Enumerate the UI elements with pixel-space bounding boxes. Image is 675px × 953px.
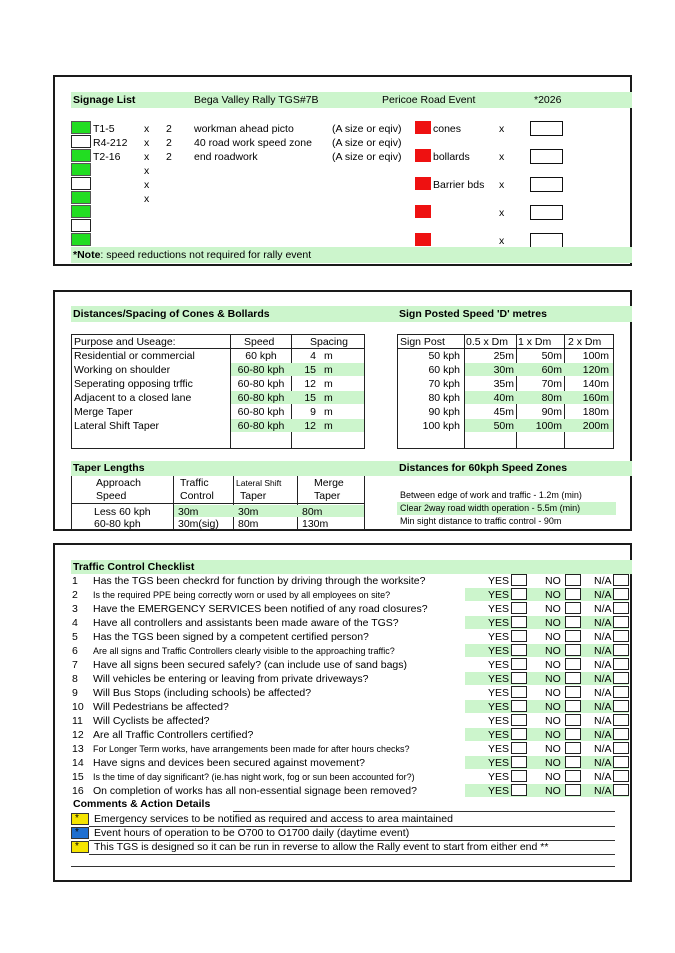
sign-select-box[interactable]	[71, 219, 91, 232]
no-label: NO	[545, 589, 561, 601]
checklist-number: 5	[72, 631, 78, 643]
sp-cell: 30m	[493, 364, 514, 376]
sp-head-half: 0.5 x Dm	[466, 336, 509, 348]
sign-desc: 40 road work speed zone	[194, 137, 312, 149]
checklist-number: 6	[72, 645, 78, 657]
sign-qty: 2	[166, 123, 172, 135]
device-red-marker	[415, 149, 431, 162]
na-checkbox[interactable]	[613, 714, 629, 726]
comments-title: Comments & Action Details	[73, 798, 211, 810]
no-label: NO	[545, 631, 561, 643]
checklist-number: 13	[72, 743, 84, 755]
yes-label: YES	[488, 715, 510, 727]
na-label: N/A	[594, 785, 612, 797]
sign-select-box[interactable]	[71, 205, 91, 218]
no-checkbox[interactable]	[565, 644, 581, 656]
yes-label: YES	[488, 701, 510, 713]
no-label: NO	[545, 673, 561, 685]
sign-qty: 2	[166, 151, 172, 163]
device-qty-box[interactable]	[530, 233, 563, 248]
signage-title: Signage List	[73, 94, 136, 106]
sp-cell: 70m	[541, 378, 562, 390]
device-qty-box[interactable]	[530, 149, 563, 164]
na-checkbox[interactable]	[613, 770, 629, 782]
checklist-number: 9	[72, 687, 78, 699]
na-label: N/A	[594, 673, 612, 685]
sign-x: x	[144, 165, 150, 177]
no-checkbox[interactable]	[565, 784, 581, 796]
yes-label: YES	[488, 729, 510, 741]
spacing-table	[71, 334, 365, 449]
yes-checkbox[interactable]	[511, 574, 527, 586]
sp-cell: 100m	[535, 420, 562, 432]
comment-marker-symbol: *	[75, 841, 79, 852]
na-checkbox[interactable]	[613, 602, 629, 614]
taper-h-speed: Speed	[96, 490, 127, 502]
spacing-value: 12	[304, 378, 316, 390]
spacing-purpose: Working on shoulder	[74, 364, 171, 376]
yes-checkbox[interactable]	[511, 714, 527, 726]
checklist-number: 16	[72, 785, 84, 797]
no-checkbox[interactable]	[565, 770, 581, 782]
yes-checkbox[interactable]	[511, 588, 527, 600]
checklist-question: Will Pedestrians be affected?	[93, 701, 229, 713]
yes-label: YES	[488, 603, 510, 615]
na-label: N/A	[594, 757, 612, 769]
comment-text: This TGS is designed so it can be run in reverse to allow the Rally event to start from either end **	[94, 841, 549, 853]
yes-label: YES	[488, 575, 510, 587]
checklist-number: 3	[72, 603, 78, 615]
checklist-number: 1	[72, 575, 78, 587]
na-checkbox[interactable]	[613, 658, 629, 670]
no-label: NO	[545, 771, 561, 783]
checklist-number: 15	[72, 771, 84, 783]
na-checkbox[interactable]	[613, 644, 629, 656]
sp-cell: 70 kph	[428, 378, 460, 390]
sign-size: (A size or eqiv)	[332, 137, 402, 149]
no-label: NO	[545, 617, 561, 629]
sign-code: T2-16	[93, 151, 121, 163]
na-checkbox[interactable]	[613, 616, 629, 628]
no-label: NO	[545, 659, 561, 671]
na-label: N/A	[594, 575, 612, 587]
taper-h-traffic: Traffic	[180, 477, 209, 489]
no-checkbox[interactable]	[565, 756, 581, 768]
yes-label: YES	[488, 645, 510, 657]
signage-panel	[53, 75, 632, 266]
spacing-purpose: Seperating opposing trffic	[74, 378, 193, 390]
device-qty-box[interactable]	[530, 205, 563, 220]
device-label: cones	[433, 123, 462, 135]
note-label: *Note	[73, 249, 101, 261]
yes-checkbox[interactable]	[511, 770, 527, 782]
comment-text: Event hours of operation to be O700 to O1700 daily (daytime event)	[94, 827, 410, 839]
checklist-number: 12	[72, 729, 84, 741]
sp-cell: 50 kph	[428, 350, 460, 362]
sign-posted-table	[397, 334, 614, 449]
no-label: NO	[545, 687, 561, 699]
checklist-question: Have all signs been secured safely? (can include use of sand bags)	[93, 659, 408, 671]
yes-checkbox[interactable]	[511, 602, 527, 614]
spacing-unit: m	[324, 350, 333, 362]
taper-cell: 130m	[302, 518, 329, 530]
no-checkbox[interactable]	[565, 630, 581, 642]
yes-checkbox[interactable]	[511, 644, 527, 656]
device-red-marker	[415, 233, 431, 246]
comment-underline	[89, 854, 615, 855]
na-label: N/A	[594, 687, 612, 699]
zone-line: Min sight distance to traffic control - 90m	[400, 516, 562, 526]
sign-x: x	[144, 151, 150, 163]
road-name: Pericoe Road Event	[382, 94, 476, 106]
no-checkbox[interactable]	[565, 616, 581, 628]
device-x: x	[499, 207, 505, 219]
comment-marker-symbol: *	[75, 827, 79, 838]
sign-code: R4-212	[93, 137, 128, 149]
distances-panel	[53, 290, 632, 531]
na-label: N/A	[594, 771, 612, 783]
na-checkbox[interactable]	[613, 574, 629, 586]
checklist-question: Have the EMERGENCY SERVICES been notified of any road closures?	[93, 603, 428, 615]
sign-x: x	[144, 193, 150, 205]
no-checkbox[interactable]	[565, 672, 581, 684]
spacing-value: 15	[304, 364, 316, 376]
yes-label: YES	[488, 771, 510, 783]
sp-cell: 50m	[541, 350, 562, 362]
sp-cell: 45m	[493, 406, 514, 418]
taper-cell: 80m	[302, 506, 323, 518]
spacing-unit: m	[324, 420, 333, 432]
event-name: Bega Valley Rally TGS#7B	[194, 94, 319, 106]
no-label: NO	[545, 729, 561, 741]
sign-select-box[interactable]	[71, 121, 91, 134]
device-qty-box[interactable]	[530, 121, 563, 136]
yes-checkbox[interactable]	[511, 756, 527, 768]
sign-x: x	[144, 137, 150, 149]
note	[73, 249, 311, 261]
taper-row-highlight	[174, 505, 364, 517]
na-checkbox[interactable]	[613, 630, 629, 642]
sp-cell: 90m	[541, 406, 562, 418]
yes-label: YES	[488, 687, 510, 699]
sign-desc: workman ahead picto	[194, 123, 294, 135]
yes-checkbox[interactable]	[511, 700, 527, 712]
taper-h-lateral: Lateral Shift	[236, 478, 282, 488]
sign-size: (A size or eqiv)	[332, 151, 402, 163]
sp-cell: 160m	[582, 392, 609, 404]
spacing-speed: 60 kph	[245, 350, 277, 362]
device-red-marker	[415, 205, 431, 218]
sign-select-box[interactable]	[71, 135, 91, 148]
checklist-number: 4	[72, 617, 78, 629]
checklist-title: Traffic Control Checklist	[73, 561, 195, 573]
no-label: NO	[545, 715, 561, 727]
spacing-speed: 60-80 kph	[237, 420, 285, 432]
yes-checkbox[interactable]	[511, 742, 527, 754]
yes-label: YES	[488, 659, 510, 671]
na-checkbox[interactable]	[613, 742, 629, 754]
sp-cell: 100 kph	[422, 420, 460, 432]
sign-select-box[interactable]	[71, 163, 91, 176]
checklist-question: Has the TGS been checkrd for function by driving through the worksite?	[93, 575, 426, 587]
taper-cell: 30m	[238, 506, 259, 518]
taper-h-lateral2: Taper	[240, 490, 267, 502]
yes-checkbox[interactable]	[511, 616, 527, 628]
checklist-number: 14	[72, 757, 84, 769]
sp-cell: 80m	[541, 392, 562, 404]
device-label: Barrier bds	[433, 179, 485, 191]
yes-checkbox[interactable]	[511, 784, 527, 796]
checklist-question: Is the required PPE being correctly worn or used by all employees on site?	[93, 590, 391, 600]
taper-cell: 30m(sig)	[178, 518, 219, 530]
sign-select-box[interactable]	[71, 233, 91, 246]
checklist-question: Will vehicles be entering or leaving from private driveways?	[93, 673, 369, 685]
yes-checkbox[interactable]	[511, 686, 527, 698]
sign-select-box[interactable]	[71, 191, 91, 204]
comment-marker-symbol: *	[75, 813, 79, 824]
zone-line: Clear 2way road width operation - 5.5m (min)	[400, 503, 581, 513]
distances-title: Distances/Spacing of Cones & Bollards	[73, 308, 270, 320]
sp-cell: 100m	[582, 350, 609, 362]
na-label: N/A	[594, 729, 612, 741]
yes-checkbox[interactable]	[511, 630, 527, 642]
taper-title: Taper Lengths	[73, 462, 145, 474]
taper-h-control: Control	[180, 490, 214, 502]
checklist-number: 2	[72, 589, 78, 601]
yes-label: YES	[488, 785, 510, 797]
checklist-question: Are all signs and Traffic Controllers clearly visible to the approaching traffic?	[93, 646, 395, 656]
device-x: x	[499, 151, 505, 163]
device-red-marker	[415, 121, 431, 134]
spacing-value: 15	[304, 392, 316, 404]
sign-select-box[interactable]	[71, 149, 91, 162]
sp-cell: 200m	[582, 420, 609, 432]
na-label: N/A	[594, 631, 612, 643]
na-label: N/A	[594, 715, 612, 727]
na-checkbox[interactable]	[613, 784, 629, 796]
checklist-number: 8	[72, 673, 78, 685]
comment-text: Emergency services to be notified as required and access to area maintained	[94, 813, 453, 825]
no-checkbox[interactable]	[565, 686, 581, 698]
sp-cell: 35m	[493, 378, 514, 390]
yes-label: YES	[488, 757, 510, 769]
comment-marker	[71, 841, 89, 853]
yes-label: YES	[488, 631, 510, 643]
sp-cell: 40m	[493, 392, 514, 404]
sign-desc: end roadwork	[194, 151, 258, 163]
sign-size: (A size or eqiv)	[332, 123, 402, 135]
sp-cell: 50m	[493, 420, 514, 432]
checklist-question: Will Bus Stops (including schools) be affected?	[93, 687, 312, 699]
checklist-question: Is the time of day significant? (ie.has night work, fog or sun been accounted for?)	[93, 772, 415, 782]
na-checkbox[interactable]	[613, 672, 629, 684]
no-label: NO	[545, 603, 561, 615]
na-label: N/A	[594, 603, 612, 615]
sp-cell: 90 kph	[428, 406, 460, 418]
na-checkbox[interactable]	[613, 700, 629, 712]
taper-cell: 30m	[178, 506, 199, 518]
no-label: NO	[545, 743, 561, 755]
no-label: NO	[545, 701, 561, 713]
yes-checkbox[interactable]	[511, 672, 527, 684]
no-checkbox[interactable]	[565, 728, 581, 740]
sp-cell: 60m	[541, 364, 562, 376]
device-red-marker	[415, 177, 431, 190]
spacing-head-spacing: Spacing	[310, 336, 348, 348]
device-x: x	[499, 123, 505, 135]
spacing-value: 9	[310, 406, 316, 418]
taper-cell: 80m	[238, 518, 259, 530]
yes-checkbox[interactable]	[511, 658, 527, 670]
note-text: : speed reductions not required for rally event	[100, 249, 312, 261]
no-checkbox[interactable]	[565, 742, 581, 754]
na-label: N/A	[594, 743, 612, 755]
taper-cell: 60-80 kph	[94, 518, 141, 530]
spacing-unit: m	[324, 406, 333, 418]
spacing-unit: m	[324, 378, 333, 390]
no-checkbox[interactable]	[565, 574, 581, 586]
no-label: NO	[545, 575, 561, 587]
spacing-speed: 60-80 kph	[237, 406, 285, 418]
no-checkbox[interactable]	[565, 658, 581, 670]
checklist-number: 10	[72, 701, 84, 713]
checklist-question: Will Cyclists be affected?	[93, 715, 210, 727]
yes-label: YES	[488, 589, 510, 601]
na-checkbox[interactable]	[613, 686, 629, 698]
taper-table	[71, 476, 365, 530]
comment-marker	[71, 827, 89, 839]
event-code: *2026	[534, 94, 562, 106]
na-label: N/A	[594, 645, 612, 657]
spacing-unit: m	[324, 364, 333, 376]
na-label: N/A	[594, 617, 612, 629]
checklist-question: For Longer Term works, have arrangements been made for after hours checks?	[93, 744, 410, 754]
no-label: NO	[545, 645, 561, 657]
spacing-speed: 60-80 kph	[237, 378, 285, 390]
no-checkbox[interactable]	[565, 588, 581, 600]
taper-h-merge2: Taper	[314, 490, 341, 502]
sign-x: x	[144, 123, 150, 135]
na-checkbox[interactable]	[613, 728, 629, 740]
spacing-value: 12	[304, 420, 316, 432]
yes-label: YES	[488, 743, 510, 755]
na-checkbox[interactable]	[613, 756, 629, 768]
spacing-speed: 60-80 kph	[237, 364, 285, 376]
sign-qty: 2	[166, 137, 172, 149]
zones60-title: Distances for 60kph Speed Zones	[399, 462, 568, 474]
sign-code: T1-5	[93, 123, 115, 135]
na-label: N/A	[594, 701, 612, 713]
yes-label: YES	[488, 617, 510, 629]
spacing-value: 4	[310, 350, 316, 362]
spacing-unit: m	[324, 392, 333, 404]
sign-posted-title: Sign Posted Speed 'D' metres	[399, 308, 547, 320]
sp-cell: 80 kph	[428, 392, 460, 404]
yes-checkbox[interactable]	[511, 728, 527, 740]
checklist-question: Have all controllers and assistants been made aware of the TGS?	[93, 617, 399, 629]
taper-h-merge: Merge	[314, 477, 344, 489]
sp-cell: 180m	[582, 406, 609, 418]
sign-x: x	[144, 179, 150, 191]
checklist-question: Has the TGS been signed by a competent certified person?	[93, 631, 369, 643]
taper-cell: Less 60 kph	[94, 506, 151, 518]
spacing-head-speed: Speed	[244, 336, 275, 348]
checklist-question: On completion of works has all non-essential signage been removed?	[93, 785, 417, 797]
sign-select-box[interactable]	[71, 177, 91, 190]
spacing-purpose: Adjacent to a closed lane	[74, 392, 192, 404]
device-x: x	[499, 235, 505, 247]
device-x: x	[499, 179, 505, 191]
sp-cell: 140m	[582, 378, 609, 390]
no-label: NO	[545, 757, 561, 769]
taper-h-approach: Approach	[96, 477, 141, 489]
sp-cell: 120m	[582, 364, 609, 376]
sp-head-two: 2 x Dm	[568, 336, 602, 348]
spacing-head-purpose: Purpose and Useage:	[74, 336, 176, 348]
zone-line: Between edge of work and traffic - 1.2m (min)	[400, 490, 582, 500]
na-label: N/A	[594, 659, 612, 671]
checklist-number: 7	[72, 659, 78, 671]
no-checkbox[interactable]	[565, 700, 581, 712]
device-qty-box[interactable]	[530, 177, 563, 192]
na-checkbox[interactable]	[613, 588, 629, 600]
checklist-question: Are all Traffic Controllers certified?	[93, 729, 254, 741]
no-checkbox[interactable]	[565, 714, 581, 726]
device-label: bollards	[433, 151, 470, 163]
sp-head-one: 1 x Dm	[518, 336, 552, 348]
spacing-speed: 60-80 kph	[237, 392, 285, 404]
comment-marker	[71, 813, 89, 825]
na-label: N/A	[594, 589, 612, 601]
spacing-purpose: Residential or commercial	[74, 350, 195, 362]
checklist-number: 11	[72, 715, 83, 727]
no-checkbox[interactable]	[565, 602, 581, 614]
sp-head-post: Sign Post	[400, 336, 445, 348]
spacing-purpose: Lateral Shift Taper	[74, 420, 160, 432]
checklist-question: Have signs and devices been secured against movement?	[93, 757, 365, 769]
yes-label: YES	[488, 673, 510, 685]
sp-cell: 60 kph	[428, 364, 460, 376]
spacing-purpose: Merge Taper	[74, 406, 133, 418]
no-label: NO	[545, 785, 561, 797]
sp-cell: 25m	[493, 350, 514, 362]
checklist-panel	[53, 543, 632, 882]
